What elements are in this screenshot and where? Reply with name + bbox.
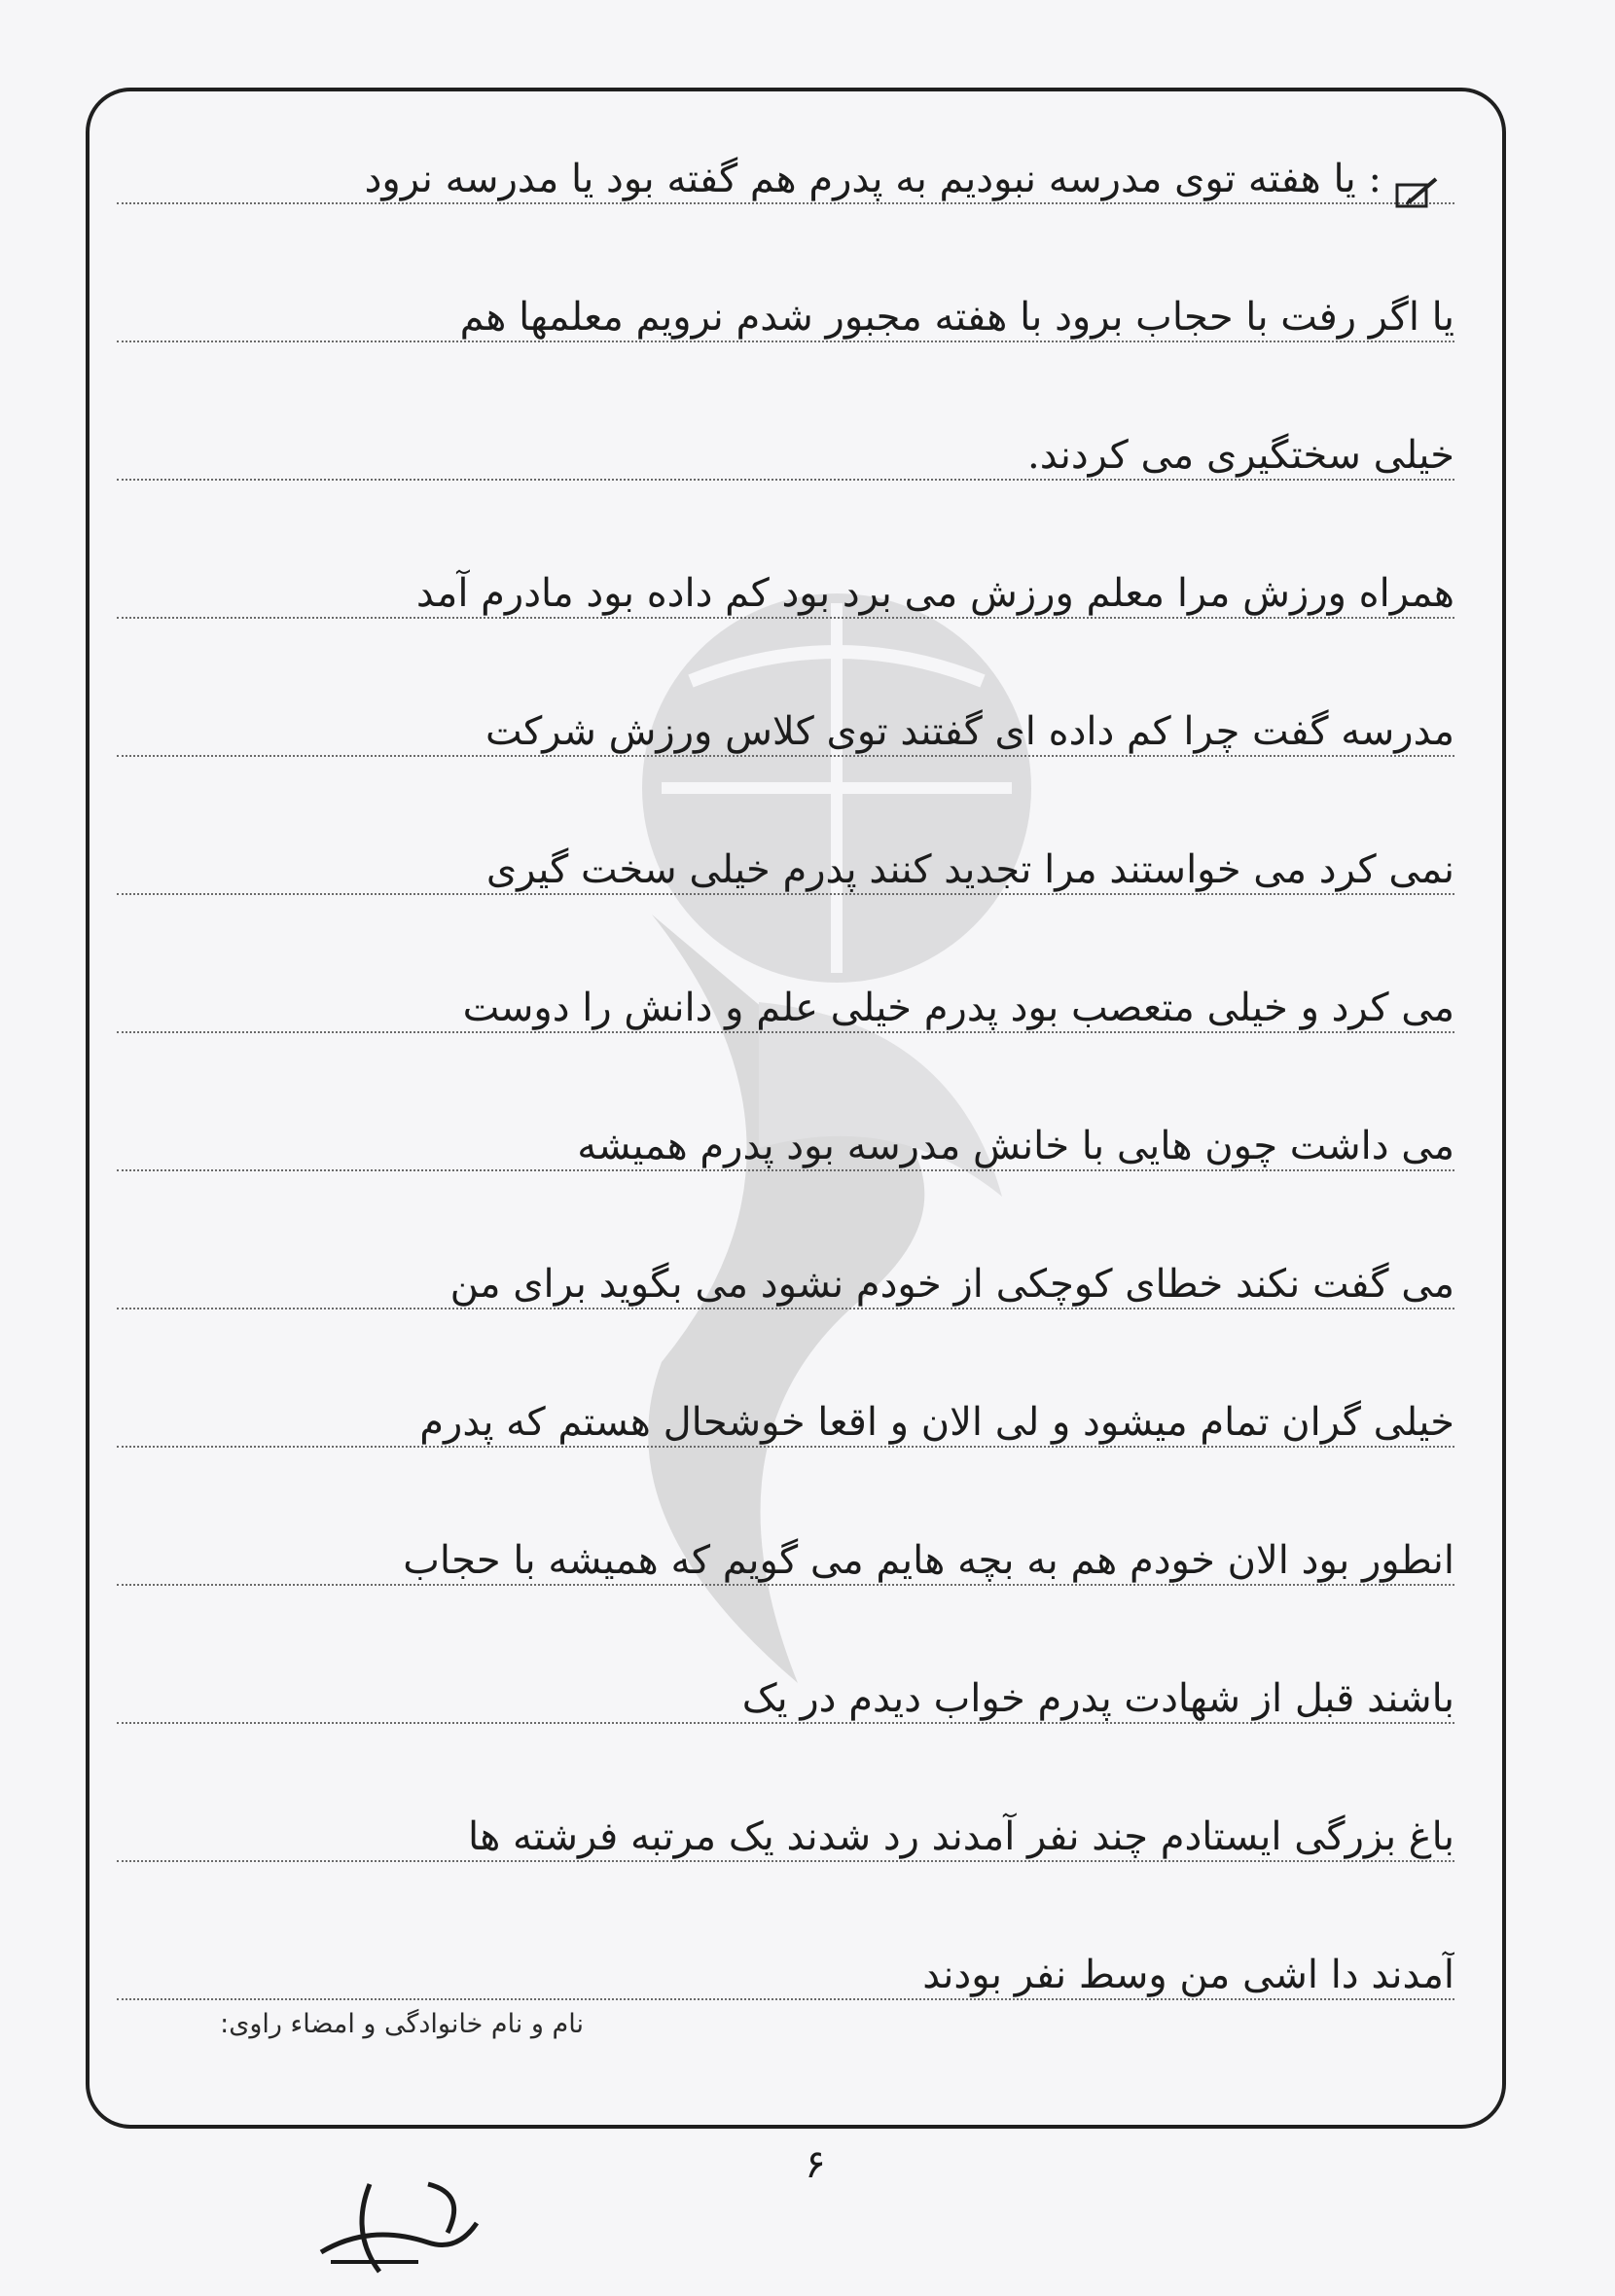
signature-mark <box>311 2165 486 2281</box>
handwritten-line-11: انطور بود الان خودم هم به بچه هایم می گویم که همیشه با حجاب <box>403 1538 1454 1583</box>
page-number: ۶ <box>805 2142 826 2187</box>
handwritten-line-8: می داشت چون هایی با خانش مدرسه بود پدرم همیشه <box>577 1124 1454 1168</box>
handwritten-line-2: یا اگر رفت با حجاب برود با هفته مجبور شدم نرویم معلمها هم <box>459 295 1454 340</box>
handwritten-line-3: خیلی سختگیری می کردند. <box>1026 433 1454 478</box>
pen-icon <box>1393 175 1442 214</box>
handwritten-line-9: می گفت نکند خطای کوچکی از خودم نشود می بگوید برای من <box>449 1262 1454 1307</box>
handwritten-line-7: می کرد و خیلی متعصب بود پدرم خیلی علم و دانش را دوست <box>462 986 1454 1030</box>
handwritten-line-1: : یا هفته توی مدرسه نبودیم به پدرم هم گفته بود یا مدرسه نرود <box>364 157 1382 201</box>
handwritten-line-14: آمدند دا اشی من وسط نفر بودند <box>922 1953 1454 1997</box>
handwritten-line-13: باغ بزرگی ایستادم چند نفر آمدند رد شدند یک مرتبه فرشته ها <box>468 1814 1454 1859</box>
handwritten-line-10: خیلی گران تمام میشود و لی الان و اقعا خوشحال هستم که پدرم <box>419 1400 1454 1445</box>
handwritten-line-4: همراه ورزش مرا معلم ورزش می برد بود کم داده بود مادرم آمد <box>415 571 1454 616</box>
handwritten-line-6: نمی کرد می خواستند مرا تجدید کنند پدرم خیلی سخت گیری <box>485 847 1454 892</box>
handwritten-line-5: مدرسه گفت چرا کم داده ای گفتند توی کلاس ورزش شرکت <box>484 709 1454 754</box>
narrator-signature-label: نام و نام خانوادگی و امضاء راوی: <box>220 2009 584 2039</box>
handwritten-line-12: باشند قبل از شهادت پدرم خواب دیدم در یک <box>741 1676 1454 1721</box>
